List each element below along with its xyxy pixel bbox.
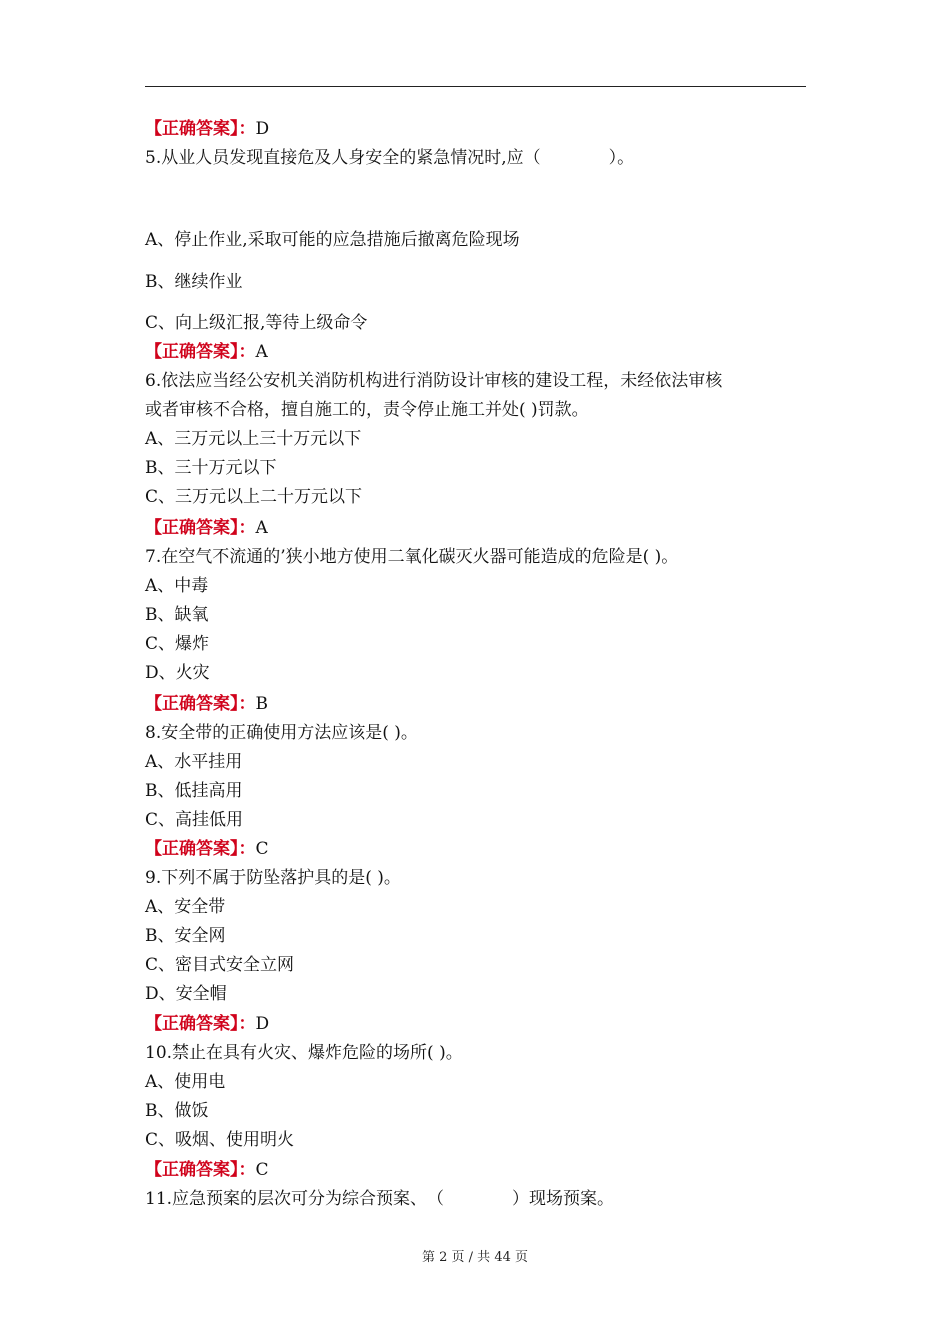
question-text: 6.依法应当经公安机关消防机构进行消防设计审核的建设工程，未经依法审核 xyxy=(145,371,723,391)
option-text: B、低挂高用 xyxy=(145,781,243,801)
option-text: A、安全带 xyxy=(145,897,226,917)
question-text: 11.应急预案的层次可分为综合预案、 （ ）现场预案。 xyxy=(145,1189,615,1209)
option-text: B、做饭 xyxy=(145,1101,209,1121)
answer-value: A xyxy=(255,518,268,538)
question-text: 5.从业人员发现直接危及人身安全的紧急情况时,应（ ）。 xyxy=(145,148,635,168)
option-text: D、安全帽 xyxy=(145,984,227,1004)
answer-value: D xyxy=(255,1014,270,1034)
answer-label: 【正确答案】： xyxy=(145,518,256,538)
answer-label: 【正确答案】： xyxy=(145,1014,256,1034)
question-text: 8.安全带的正确使用方法应该是( )。 xyxy=(145,723,418,743)
answer-label: 【正确答案】： xyxy=(145,839,256,859)
header-rule xyxy=(145,86,806,87)
answer-value: A xyxy=(255,342,268,362)
option-text: C、三万元以上二十万元以下 xyxy=(145,487,363,507)
option-text: A、中毒 xyxy=(145,576,209,596)
option-text: D、火灾 xyxy=(145,663,210,683)
answer-value: D xyxy=(255,119,270,139)
answer-line xyxy=(145,118,269,140)
answer-label: 【正确答案】： xyxy=(145,694,256,714)
question-text: 或者审核不合格，擅自施工的，责令停止施工并处( )罚款。 xyxy=(145,400,589,420)
answer-label: 【正确答案】： xyxy=(145,1160,256,1180)
answer-value: C xyxy=(255,1160,269,1180)
page-footer: 第 2 页 / 共 44 页 xyxy=(422,1250,528,1265)
question-text: 10.禁止在具有火灾、爆炸危险的场所( )。 xyxy=(145,1043,463,1063)
option-text: B、缺氧 xyxy=(145,605,209,625)
answer-label: 【正确答案】： xyxy=(145,119,256,139)
answer-line xyxy=(145,693,268,715)
option-text: A、水平挂用 xyxy=(145,752,243,772)
answer-line xyxy=(145,341,268,363)
answer-line xyxy=(145,1159,269,1181)
answer-line xyxy=(145,517,268,539)
answer-line xyxy=(145,1013,269,1035)
option-text: C、吸烟、使用明火 xyxy=(145,1130,295,1150)
option-text: B、安全网 xyxy=(145,926,226,946)
option-text: A、使用电 xyxy=(145,1072,226,1092)
answer-value: B xyxy=(255,694,268,714)
question-text: 7.在空气不流通的’狭小地方使用二氧化碳灭火器可能造成的危险是( )。 xyxy=(145,547,679,567)
option-text: B、三十万元以下 xyxy=(145,458,277,478)
option-text: C、高挂低用 xyxy=(145,810,244,830)
option-text: C、密目式安全立网 xyxy=(145,955,295,975)
option-text: C、向上级汇报,等待上级命令 xyxy=(145,313,368,333)
answer-line xyxy=(145,838,269,860)
answer-value: C xyxy=(255,839,269,859)
option-text: C、爆炸 xyxy=(145,634,210,654)
answer-label: 【正确答案】： xyxy=(145,342,256,362)
question-text: 9.下列不属于防坠落护具的是( )。 xyxy=(145,868,401,888)
option-text: A、停止作业,采取可能的应急措施后撤离危险现场 xyxy=(145,230,520,250)
option-text: A、三万元以上三十万元以下 xyxy=(145,429,362,449)
option-text: B、继续作业 xyxy=(145,272,243,292)
